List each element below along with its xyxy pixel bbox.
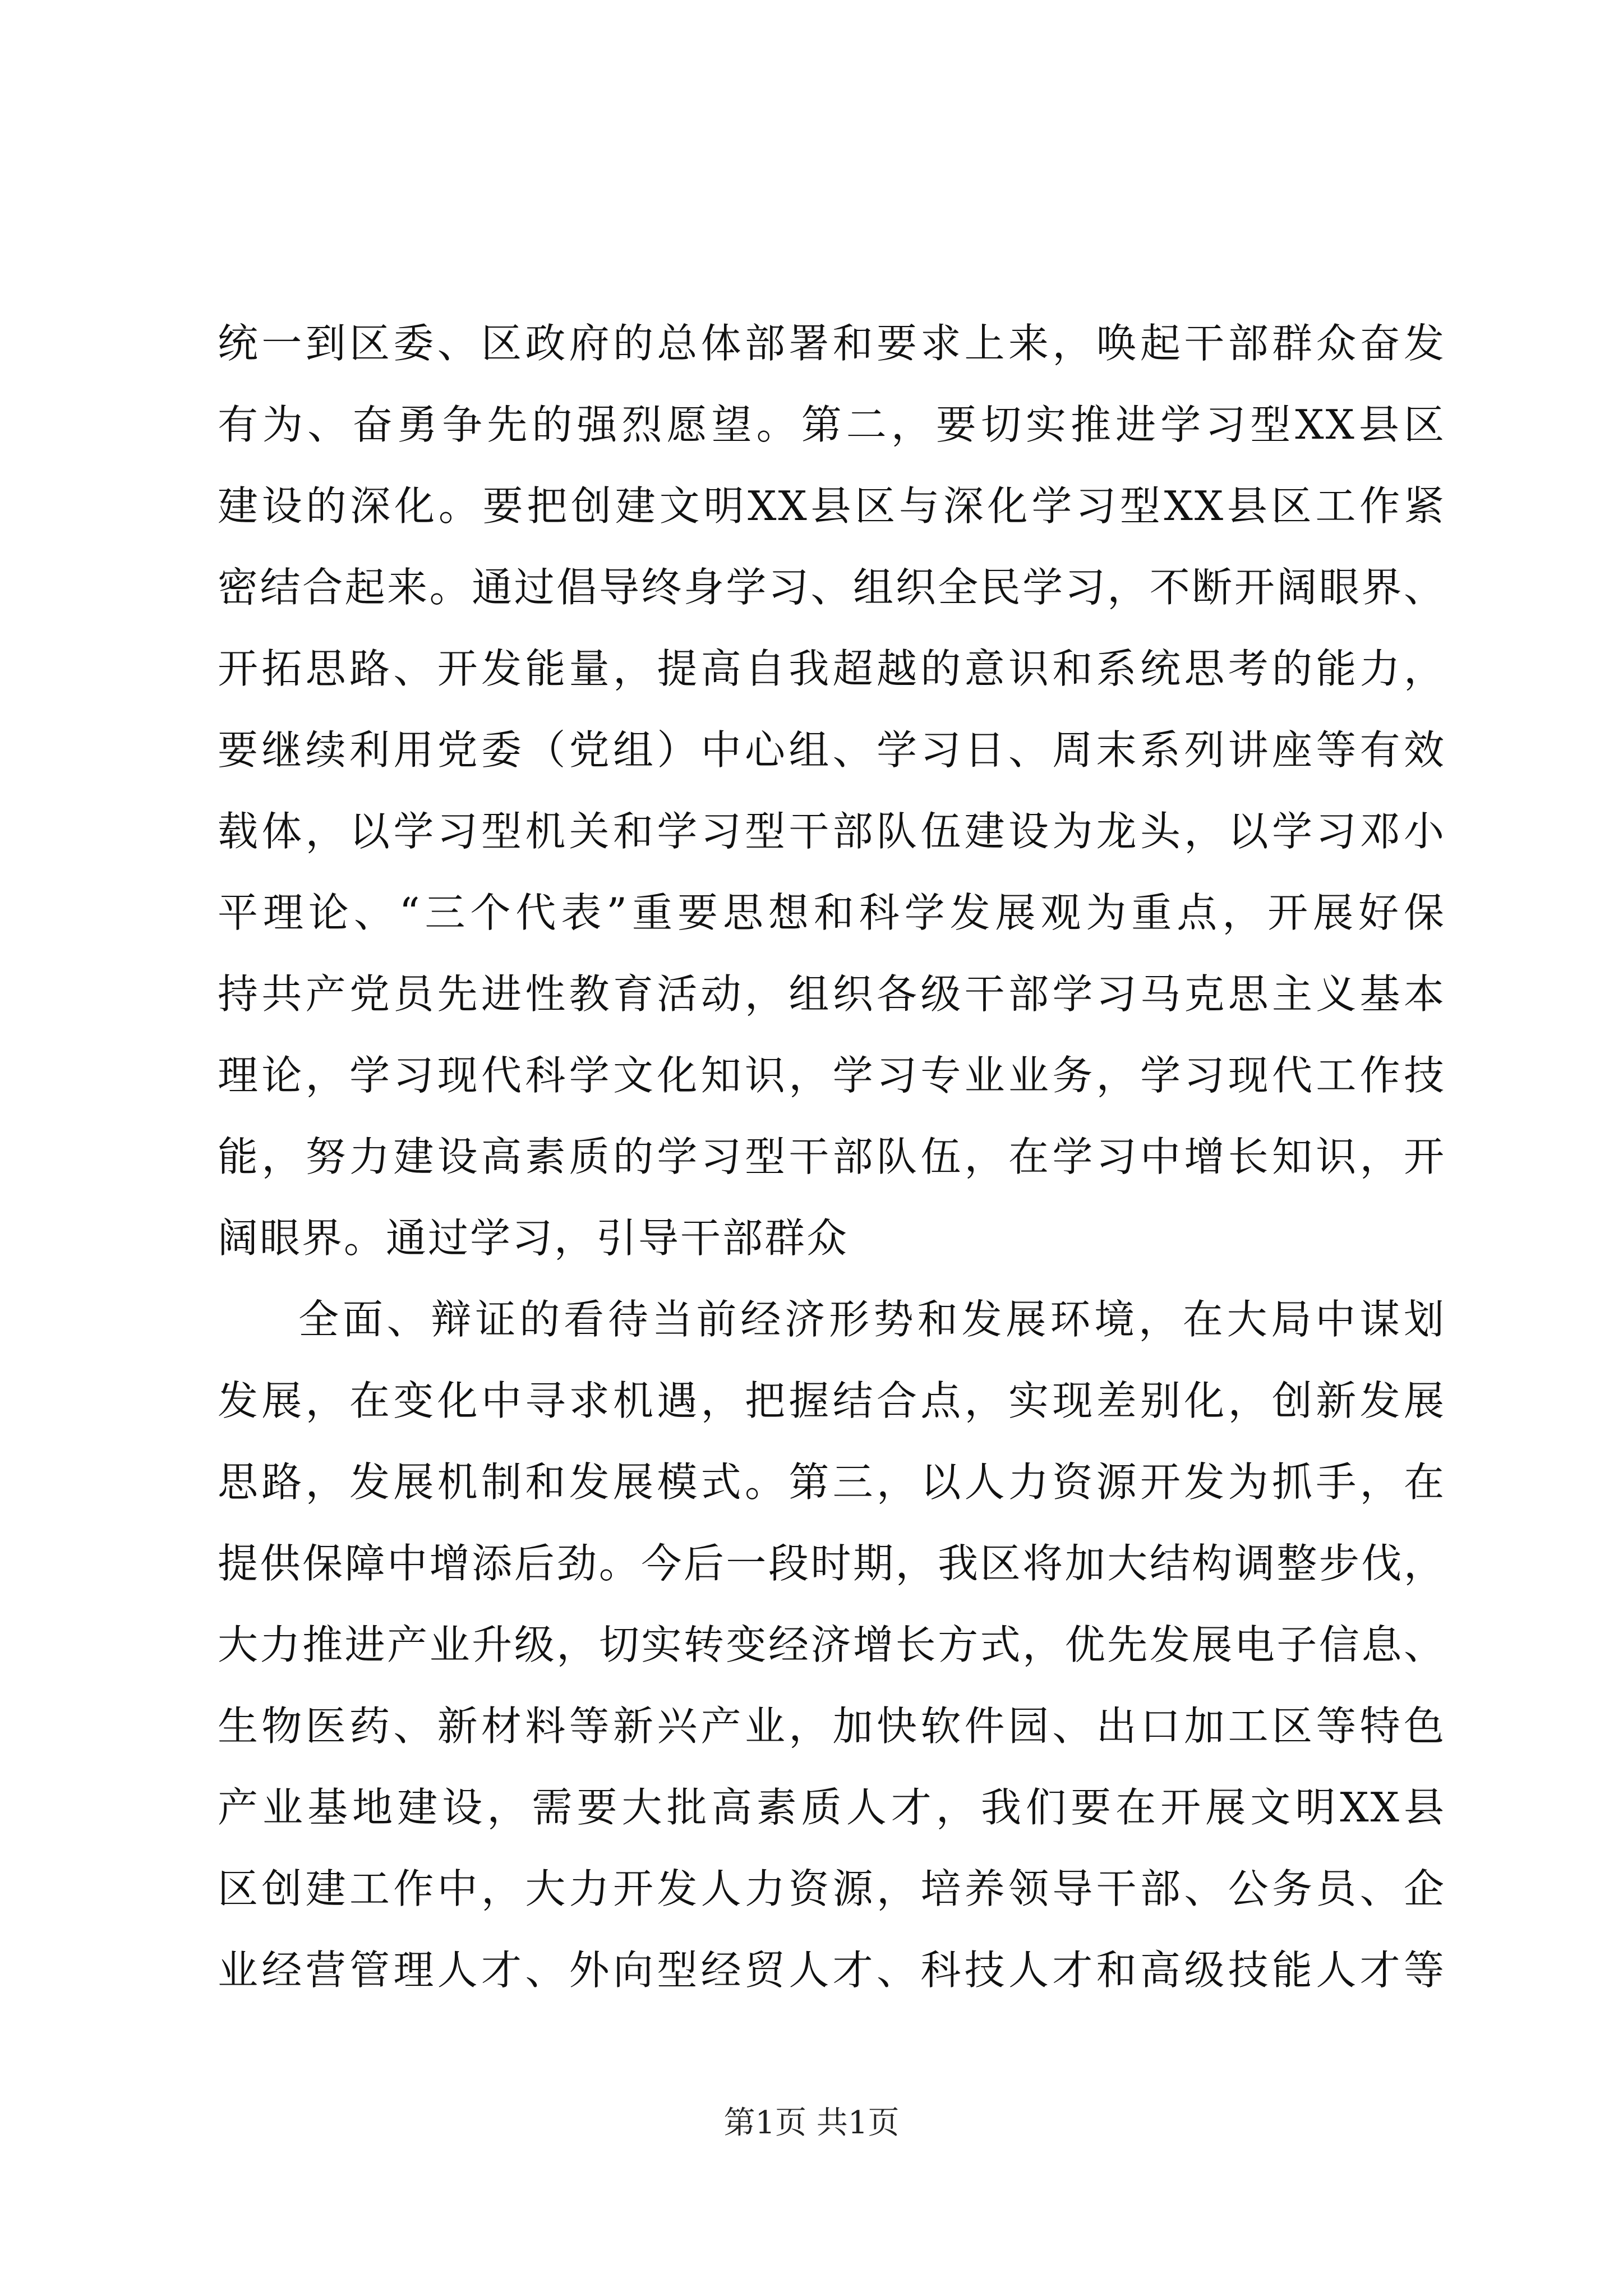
text-line: 大力推进产业升级，切实转变经济增长方式，优先发展电子信息、	[218, 1621, 1446, 1668]
text-line: 提供保障中增添后劲。今后一段时期，我区将加大结构调整步伐，	[218, 1540, 1446, 1587]
text-line: 思路，发展机制和发展模式。第三，以人力资源开发为抓手，在	[218, 1458, 1446, 1506]
text-line: 统一到区委、区政府的总体部署和要求上来，唤起干部群众奋发	[218, 320, 1446, 367]
text-line: 要继续利用党委（党组）中心组、学习日、周末系列讲座等有效	[218, 726, 1446, 774]
text-line: 全面、辩证的看待当前经济形势和发展环境，在大局中谋划	[298, 1296, 1446, 1343]
text-line: 载体，以学习型机关和学习型干部队伍建设为龙头，以学习邓小	[218, 808, 1446, 855]
text-line: 业经营管理人才、外向型经贸人才、科技人才和高级技能人才等	[218, 1947, 1446, 1994]
page-footer: 第1页 共1页	[723, 2105, 900, 2141]
text-line: 理论，学习现代科学文化知识，学习专业业务，学习现代工作技	[218, 1052, 1446, 1099]
text-line: 密结合起来。通过倡导终身学习、组织全民学习，不断开阔眼界、	[218, 564, 1446, 611]
text-line: 发展，在变化中寻求机遇，把握结合点，实现差别化，创新发展	[218, 1377, 1446, 1424]
text-line: 开拓思路、开发能量，提高自我超越的意识和系统思考的能力，	[218, 645, 1446, 692]
text-line: 持共产党员先进性教育活动，组织各级干部学习马克思主义基本	[218, 970, 1446, 1018]
text-line: 有为、奋勇争先的强烈愿望。第二，要切实推进学习型XX县区	[218, 401, 1446, 448]
body-text	[218, 303, 1446, 2011]
text-line: 建设的深化。要把创建文明XX县区与深化学习型XX县区工作紧	[218, 482, 1446, 530]
text-line: 区创建工作中，大力开发人力资源，培养领导干部、公务员、企	[218, 1865, 1446, 1912]
text-line: 阔眼界。通过学习，引导干部群众	[218, 1214, 849, 1262]
text-line: 生物医药、新材料等新兴产业，加快软件园、出口加工区等特色	[218, 1703, 1446, 1750]
text-line: 平理论、“三个代表”重要思想和科学发展观为重点，开展好保	[218, 889, 1446, 936]
text-line: 产业基地建设，需要大批高素质人才，我们要在开展文明XX县	[218, 1784, 1446, 1831]
text-line: 能，努力建设高素质的学习型干部队伍，在学习中增长知识，开	[218, 1133, 1446, 1180]
